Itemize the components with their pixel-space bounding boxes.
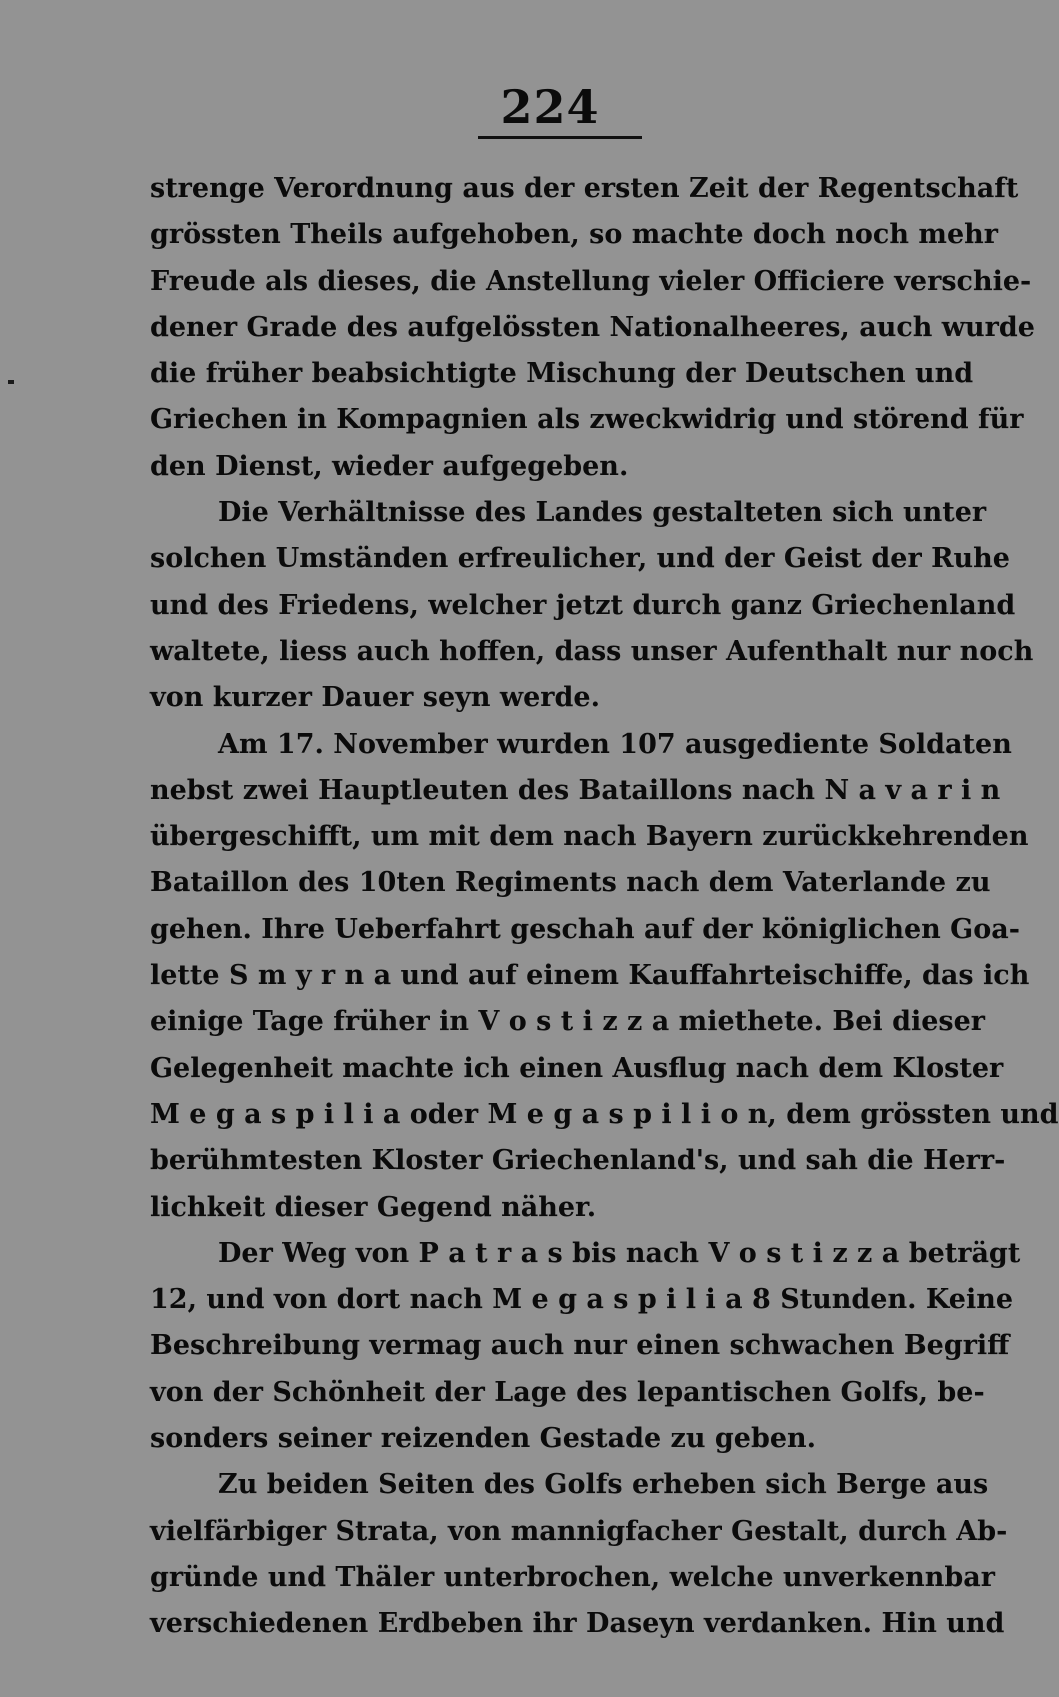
text-line: nebst zwei Hauptleuten des Bataillons nach N a v a r i n (150, 774, 1001, 806)
paragraph (150, 722, 1059, 1231)
text-line: den Dienst, wieder aufgegeben. (150, 450, 629, 482)
text-line: Griechen in Kompagnien als zweckwidrig und störend für (150, 404, 1024, 436)
text-line: und des Friedens, welcher jetzt durch ganz Griechenland (150, 589, 1016, 621)
text-line: Gelegenheit machte ich einen Ausflug nach dem Kloster (150, 1052, 1004, 1084)
text-line: Am 17. November wurden 107 ausgediente Soldaten (218, 728, 1012, 760)
paragraph (150, 166, 1035, 490)
text-line: von der Schönheit der Lage des lepantischen Golfs, be- (150, 1376, 985, 1408)
text-line: 12, und von dort nach M e g a s p i l i a 8 Stunden. Keine (150, 1284, 1014, 1316)
text-line: einige Tage früher in V o s t i z z a miethete. Bei dieser (150, 1006, 985, 1038)
text-line: von kurzer Dauer seyn werde. (150, 682, 600, 714)
text-line: sonders seiner reizenden Gestade zu geben. (150, 1423, 817, 1455)
text-line: verschiedenen Erdbeben ihr Daseyn verdanken. Hin und (150, 1608, 1005, 1640)
text-line: solchen Umständen erfreulicher, und der Geist der Ruhe (150, 543, 1010, 575)
text-line: vielfärbiger Strata, von mannigfacher Gestalt, durch Ab- (150, 1515, 1008, 1547)
text-line: waltete, liess auch hoffen, dass unser Aufenthalt nur noch (150, 635, 1034, 667)
text-line: lichkeit dieser Gegend näher. (150, 1191, 597, 1223)
text-line: lette S m y r n a und auf einem Kauffahrteischiffe, das ich (150, 960, 1030, 992)
text-line: Bataillon des 10ten Regiments nach dem Vaterlande zu (150, 867, 991, 899)
text-line: übergeschifft, um mit dem nach Bayern zurückkehrenden (150, 821, 1029, 853)
text-line: Der Weg von P a t r a s bis nach V o s t i z z a beträgt (218, 1237, 1021, 1269)
text-line: grössten Theils aufgehoben, so machte doch noch mehr (150, 219, 998, 251)
paragraph (150, 490, 1034, 721)
header-rule (478, 136, 642, 139)
text-line: Beschreibung vermag auch nur einen schwachen Begriff (150, 1330, 1010, 1362)
text-line: Freude als dieses, die Anstellung vieler Officiere verschie- (150, 265, 1032, 297)
text-line: berühmtesten Kloster Griechenland's, und sah die Herr- (150, 1145, 1006, 1177)
page-number: 224 (500, 80, 600, 134)
text-line: die früher beabsichtigte Mischung der Deutschen und (150, 358, 974, 390)
text-line: Die Verhältnisse des Landes gestalteten sich unter (218, 497, 987, 529)
text-line: M e g a s p i l i a oder M e g a s p i l i o n, dem grössten und (150, 1098, 1059, 1130)
body-text (150, 166, 1059, 1648)
paragraph (150, 1462, 1008, 1647)
paragraph (150, 1231, 1021, 1462)
text-line: Zu beiden Seiten des Golfs erheben sich Berge aus (218, 1469, 989, 1501)
text-line: strenge Verordnung aus der ersten Zeit der Regentschaft (150, 173, 1019, 204)
text-line: gehen. Ihre Ueberfahrt geschah auf der königlichen Goa- (150, 913, 1020, 945)
margin-mark (8, 380, 14, 384)
text-line: gründe und Thäler unterbrochen, welche unverkennbar (150, 1561, 995, 1593)
text-line: dener Grade des aufgelössten Nationalheeres, auch wurde (150, 311, 1035, 343)
